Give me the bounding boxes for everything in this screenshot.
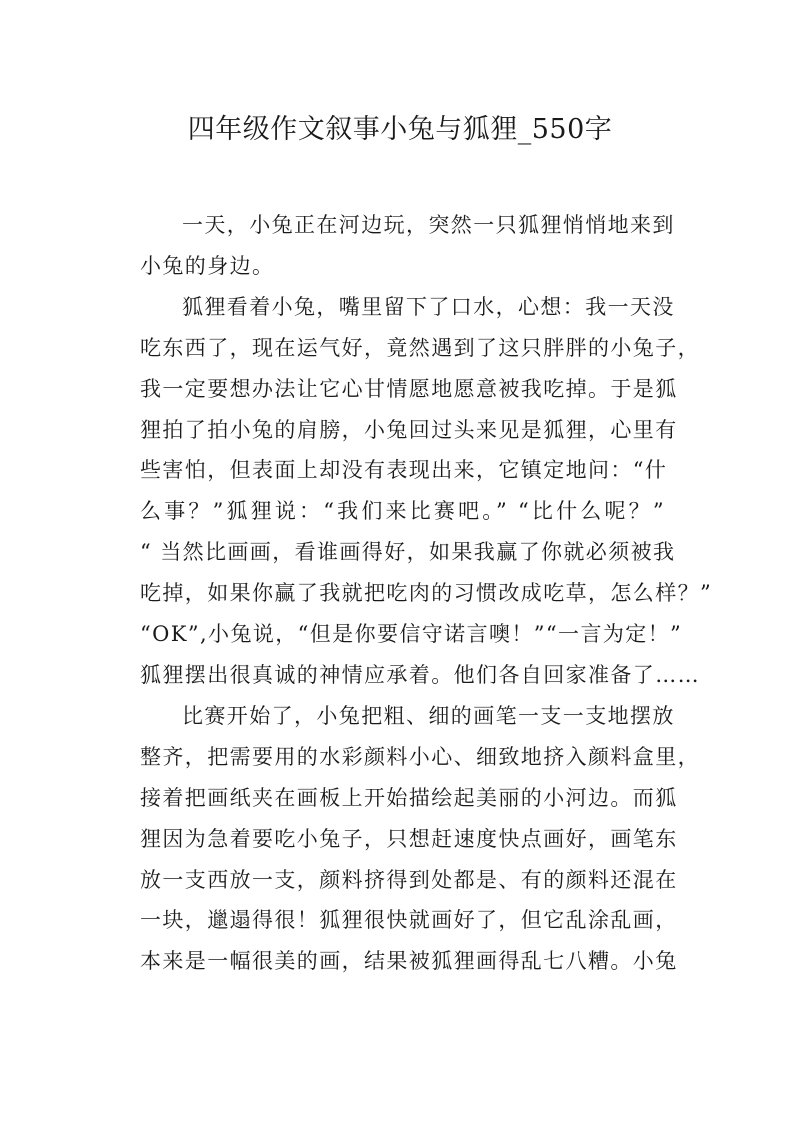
text-line: 小兔的身边。 <box>140 253 275 278</box>
text-line: 整齐，把需要用的水彩颜料小心、细致地挤入颜料盒里， <box>140 744 700 769</box>
text-line: 些害怕，但表面上却没有表现出来，它镇定地问：“什 <box>140 458 668 483</box>
paragraph-3 <box>140 696 700 982</box>
text-line: 放一支西放一支，颜料挤得到处都是、有的颜料还混在 <box>140 867 678 892</box>
text-line: 本来是一幅很美的画，结果被狐狸画得乱七八糟。小兔 <box>140 949 678 974</box>
text-line: 狐狸看着小兔，嘴里留下了口水，心想：我一天没 <box>182 294 675 319</box>
document-title: 四年级作文叙事小兔与狐狸_550字 <box>187 114 613 145</box>
text-line: “ 当然比画画，看谁画得好，如果我赢了你就必须被我 <box>140 540 676 565</box>
paragraph-2 <box>140 287 713 696</box>
text-line: “OK”,小兔说，“但是你要信守诺言噢！”“一言为定！” <box>140 622 683 647</box>
text-line: 狸因为急着要吃小兔子，只想赶速度快点画好，画笔东 <box>140 826 678 851</box>
text-line: 接着把画纸夹在画板上开始描绘起美丽的小河边。而狐 <box>140 785 678 810</box>
text-line: 狸拍了拍小兔的肩膀，小兔回过头来见是狐狸，心里有 <box>140 417 678 442</box>
text-line: 么事？”狐狸说：“我们来比赛吧。” “比什么呢？” <box>140 499 665 524</box>
document-body <box>140 205 713 982</box>
text-line: 我一定要想办法让它心甘情愿地愿意被我吃掉。于是狐 <box>140 376 678 401</box>
text-line: 狐狸摆出很真诚的神情应承着。他们各自回家准备了…… <box>140 662 700 687</box>
text-line: 吃掉，如果你赢了我就把吃肉的习惯改成吃草，怎么样？” <box>140 581 713 606</box>
text-line: 一天，小兔正在河边玩，突然一只狐狸悄悄地来到 <box>182 213 675 237</box>
text-line: 一块，邋遢得很！狐狸很快就画好了，但它乱涂乱画， <box>140 908 678 933</box>
paragraph-1 <box>140 205 675 287</box>
text-line: 吃东西了，现在运气好，竟然遇到了这只胖胖的小兔子， <box>140 335 700 360</box>
text-line: 比赛开始了，小兔把粗、细的画笔一支一支地摆放 <box>182 703 675 728</box>
